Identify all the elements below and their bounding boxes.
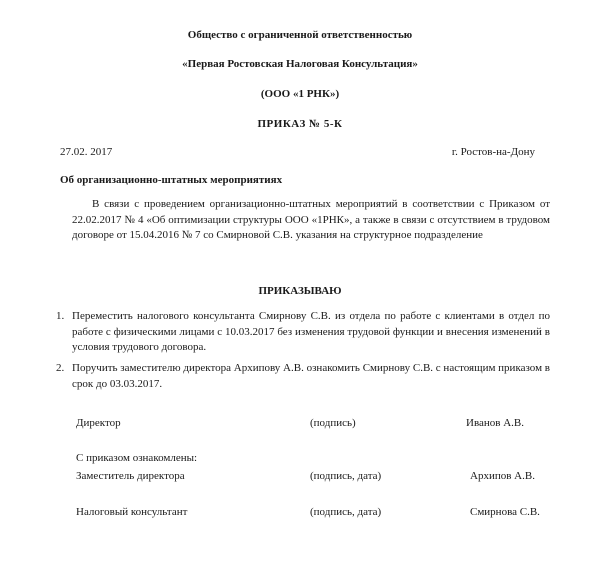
order-word: ПРИКАЗЫВАЮ bbox=[258, 285, 342, 297]
preamble-paragraph: В связи с проведением организационно-штатных мероприятий в соответствии с Приказом от 22.02.2017 № 4 «Об оптимизации структуры ООО «1РНК», а также в связи с отсутствием в трудовом договоре от 15.04.2016 № 7 со Смирновой С.В. указания на структурное подразделение bbox=[72, 198, 550, 241]
org-name-line1: Общество с ограниченной ответственностью bbox=[187, 29, 413, 41]
acquainted-name: Смирнова С.В. bbox=[470, 506, 540, 518]
signature-note: (подпись) bbox=[310, 417, 356, 429]
document-date: 27.02. 2017 bbox=[60, 146, 113, 158]
document-subject: Об организационно-штатных мероприятиях bbox=[60, 174, 283, 186]
item-number: 1. bbox=[56, 310, 65, 322]
document-city: г. Ростов-на-Дону bbox=[451, 146, 535, 158]
order-item: Поручить заместителю директора Архипову А.В. ознакомить Смирнову С.В. с настоящим приказом в срок до 03.03.2017. bbox=[72, 362, 550, 390]
order-item: Переместить налогового консультанта Смирнову С.В. из отдела по работе с клиентами в отдел по работе с физическими лицами с 10.03.2017 без изменения трудовой функции и внесения изменений в условия трудового договора. bbox=[72, 310, 550, 353]
org-name-line2: «Первая Ростовская Налоговая Консультация» bbox=[182, 58, 418, 70]
item-number: 2. bbox=[56, 362, 65, 374]
acquainted-role: Заместитель директора bbox=[76, 470, 185, 482]
acquainted-note: (подпись, дата) bbox=[310, 506, 382, 518]
signature-role: Директор bbox=[76, 417, 121, 429]
acquainted-note: (подпись, дата) bbox=[310, 470, 382, 482]
acquainted-name: Архипов А.В. bbox=[470, 470, 535, 482]
org-short-name: (ООО «1 РНК») bbox=[260, 88, 340, 100]
document-title: ПРИКАЗ № 5-К bbox=[257, 118, 343, 130]
signature-name: Иванов А.В. bbox=[466, 417, 524, 429]
acquainted-heading: С приказом ознакомлены: bbox=[76, 452, 198, 464]
acquainted-role: Налоговый консультант bbox=[76, 506, 188, 518]
